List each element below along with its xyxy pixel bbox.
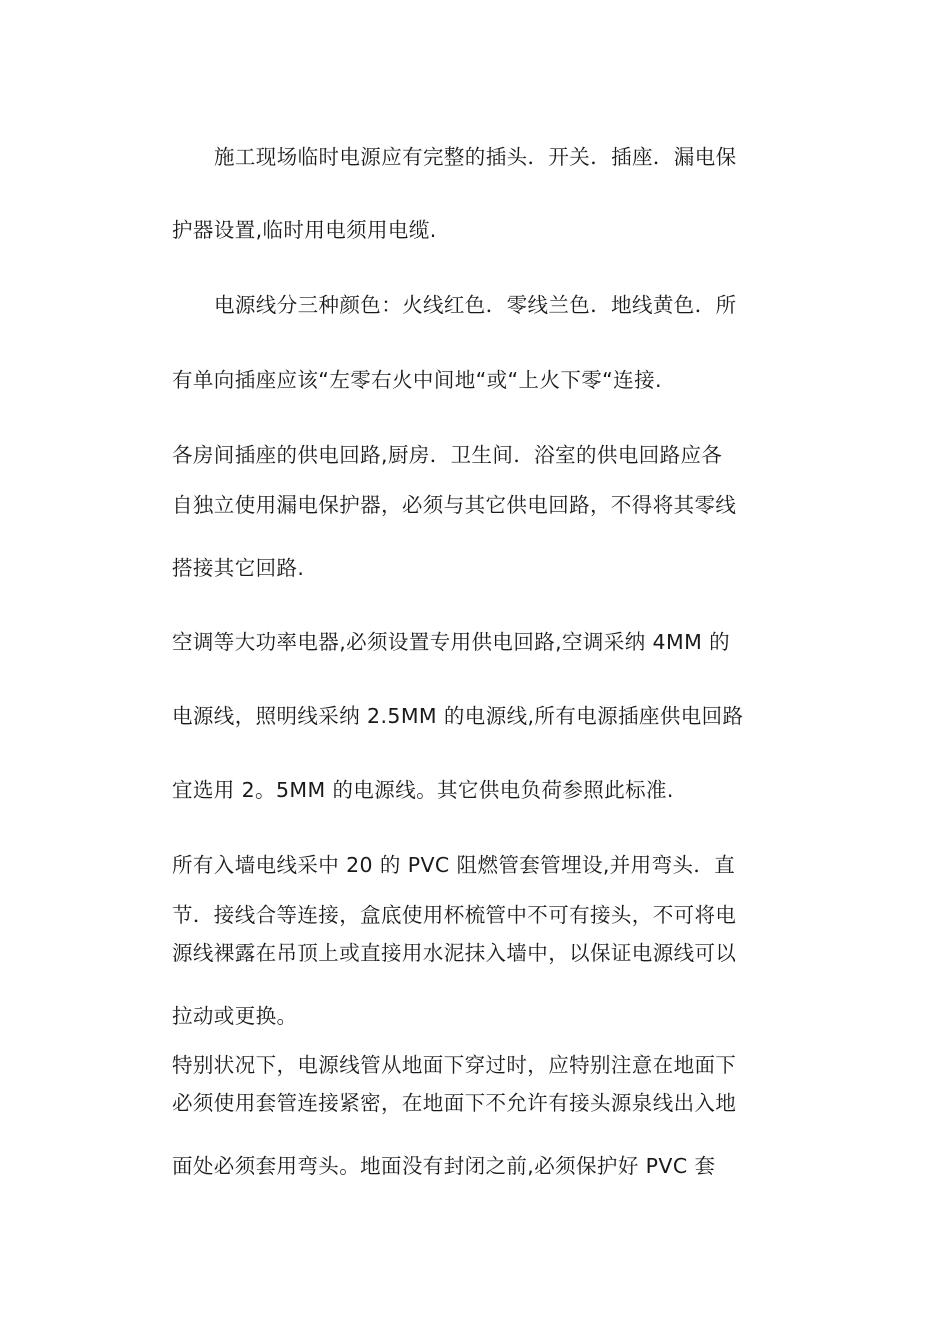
paragraph-line: 节．接线合等连接，盒底使用杯梳管中不可有接头，不可将电 [172,903,737,927]
paragraph-line: 电源线，照明线采纳 2.5MM 的电源线,所有电源插座供电回路 [172,704,744,728]
paragraph-line: 宜选用 2。5MM 的电源线。其它供电负荷参照此标准. [172,778,674,802]
paragraph-line: 特别状况下，电源线管从地面下穿过时，应特别注意在地面下 [172,1053,737,1077]
paragraph-line: 电源线分三种颜色：火线红色．零线兰色．地线黄色．所 [214,293,737,317]
paragraph-line: 有单向插座应该“左零右火中间地“或“上火下零“连接. [172,368,662,392]
paragraph-line: 拉动或更换。 [172,1004,298,1028]
paragraph-line: 所有入墙电线采中 20 的 PVC 阻燃管套管埋设,并用弯头．直 [172,853,736,877]
paragraph-line: 必须使用套管连接紧密，在地面下不允许有接头源泉线出入地 [172,1091,737,1115]
paragraph-line: 搭接其它回路. [172,556,305,580]
paragraph-line: 施工现场临时电源应有完整的插头．开关．插座．漏电保 [214,145,737,169]
paragraph-line: 各房间插座的供电回路,厨房．卫生间．浴室的供电回路应各 [172,443,723,467]
paragraph-line: 自独立使用漏电保护器，必须与其它供电回路，不得将其零线 [172,493,737,517]
paragraph-line: 源线裸露在吊顶上或直接用水泥抹入墙中，以保证电源线可以 [172,941,737,965]
paragraph-line: 护器设置,临时用电须用电缆. [172,218,437,242]
paragraph-line: 空调等大功率电器,必须设置专用供电回路,空调采纳 4MM 的 [172,630,730,654]
paragraph-line: 面处必须套用弯头。地面没有封闭之前,必须保护好 PVC 套 [172,1154,716,1178]
